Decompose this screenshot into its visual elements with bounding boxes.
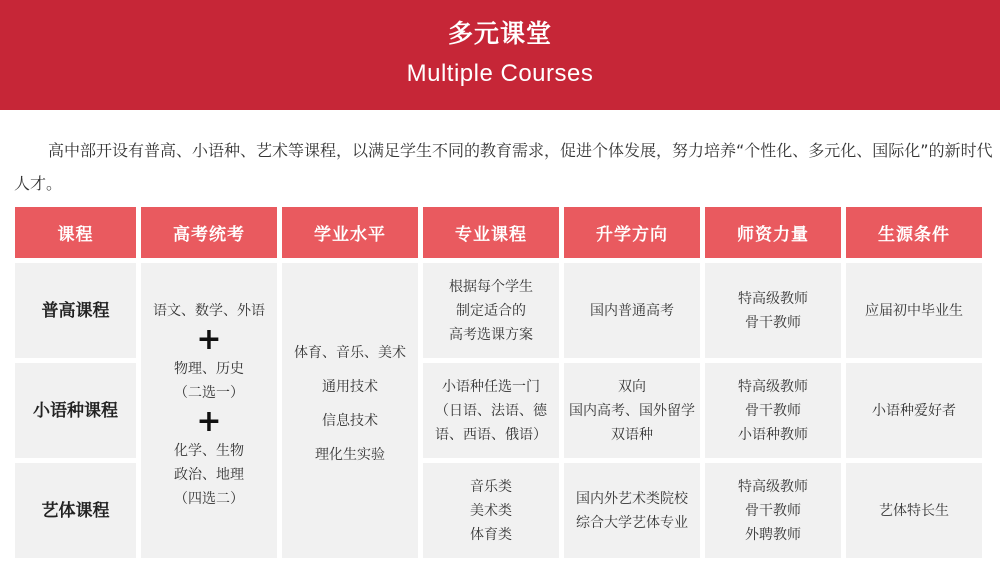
student-line: 艺体特长生 <box>879 502 949 519</box>
students-cell-arts-sports <box>846 463 982 558</box>
major-line: 小语种任选一门 <box>442 378 540 395</box>
teachers-cell-minor-language <box>705 363 841 458</box>
academic-item: 理化生实验 <box>315 446 385 463</box>
column-header-direction: 升学方向 <box>564 207 700 258</box>
direction-line: 双向 <box>618 378 646 395</box>
teachers-cell-general <box>705 263 841 358</box>
major-line: 体育类 <box>470 526 512 543</box>
intro-paragraph: 高中部开设有普高、小语种、艺术等课程，以满足学生不同的教育需求，促进个体发展，努力培养“个性化、多元化、国际化”的新时代人才。 <box>14 141 993 193</box>
teacher-line: 骨干教师 <box>745 502 801 519</box>
major-cell-arts-sports <box>423 463 559 558</box>
exam-choice-b-rule: （四选二） <box>174 490 244 507</box>
column-header-exam: 高考统考 <box>141 207 277 258</box>
academic-item: 体育、音乐、美术 <box>294 344 406 361</box>
major-line: 制定适合的 <box>456 302 526 319</box>
teacher-line: 小语种教师 <box>738 426 808 443</box>
major-line: 音乐类 <box>470 478 512 495</box>
academic-level-cell <box>282 263 418 558</box>
exam-choice-b-subjects-1: 化学、生物 <box>174 442 244 459</box>
column-header-teachers: 师资力量 <box>705 207 841 258</box>
exam-core-subjects: 语文、数学、外语 <box>153 302 265 319</box>
teachers-cell-arts-sports <box>705 463 841 558</box>
students-cell-general <box>846 263 982 358</box>
row-label-arts-sports: 艺体课程 <box>15 463 136 558</box>
exam-subjects-cell <box>141 263 277 558</box>
direction-cell-arts-sports <box>564 463 700 558</box>
row-label-minor-language: 小语种课程 <box>15 363 136 458</box>
direction-line: 国内外艺术类院校 <box>576 490 688 507</box>
direction-line: 综合大学艺体专业 <box>576 514 688 531</box>
page-title: 多元课堂 <box>447 19 552 48</box>
teacher-line: 外聘教师 <box>745 526 801 543</box>
page-subtitle: Multiple Courses <box>406 60 594 87</box>
direction-line: 国内高考、国外留学 <box>569 402 695 419</box>
column-header-course: 课程 <box>15 207 136 258</box>
major-line: 根据每个学生 <box>449 278 533 295</box>
major-line: 高考选课方案 <box>449 326 533 343</box>
direction-line: 双语种 <box>611 426 653 443</box>
major-line: 语、西语、俄语） <box>435 426 547 443</box>
students-cell-minor-language <box>846 363 982 458</box>
column-header-academic: 学业水平 <box>282 207 418 258</box>
student-line: 小语种爱好者 <box>872 402 956 419</box>
direction-cell-minor-language <box>564 363 700 458</box>
column-header-major: 专业课程 <box>423 207 559 258</box>
exam-choice-a-subjects: 物理、历史 <box>174 360 244 377</box>
column-header-students: 生源条件 <box>846 207 982 258</box>
student-line: 应届初中毕业生 <box>865 302 963 319</box>
teacher-line: 骨干教师 <box>745 402 801 419</box>
direction-line: 国内普通高考 <box>590 302 674 319</box>
row-label-general: 普高课程 <box>15 263 136 358</box>
teacher-line: 特高级教师 <box>738 478 808 495</box>
plus-icon: + <box>196 403 222 439</box>
teacher-line: 特高级教师 <box>738 290 808 307</box>
major-line: 美术类 <box>470 502 512 519</box>
academic-item: 信息技术 <box>322 412 378 429</box>
major-cell-minor-language <box>423 363 559 458</box>
academic-item: 通用技术 <box>322 378 378 395</box>
major-line: （日语、法语、德 <box>435 402 547 419</box>
direction-cell-general <box>564 263 700 358</box>
exam-choice-b-subjects-2: 政治、地理 <box>174 466 244 483</box>
header-banner <box>0 0 1000 110</box>
teacher-line: 骨干教师 <box>745 314 801 331</box>
major-cell-general <box>423 263 559 358</box>
exam-choice-a-rule: （二选一） <box>174 384 244 401</box>
plus-icon: + <box>196 321 222 357</box>
teacher-line: 特高级教师 <box>738 378 808 395</box>
